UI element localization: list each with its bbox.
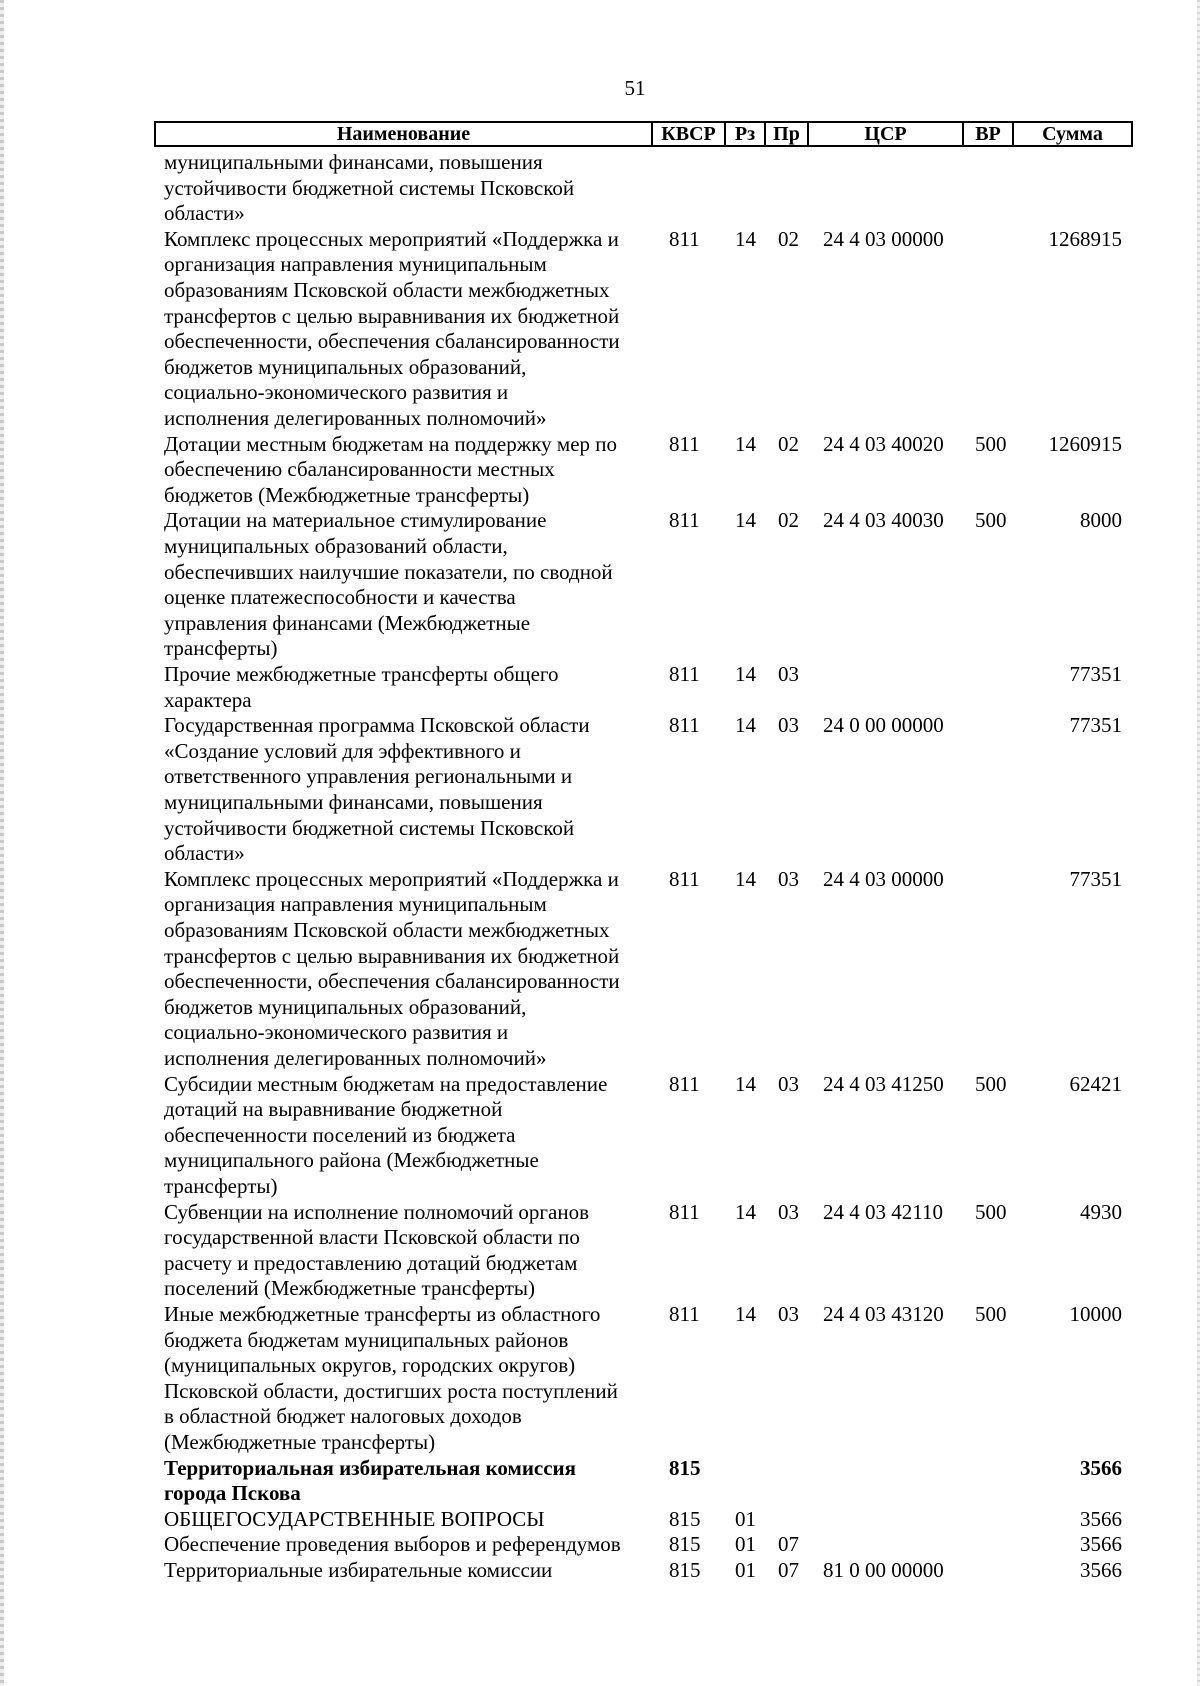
header-csr: ЦСР bbox=[807, 123, 962, 145]
row-vr: 500 bbox=[975, 1071, 1007, 1096]
row-rz: 14 bbox=[735, 1071, 756, 1096]
row-kvsr: 815 bbox=[669, 1558, 701, 1582]
row-kvsr: 815 bbox=[669, 1532, 701, 1557]
row-rz: 14 bbox=[735, 226, 756, 251]
header-sum: Сумма bbox=[1012, 123, 1131, 145]
row-name: Иные межбюджетные трансферты из областного бюджета бюджетам муниципальных районов (муниципальных округов, городских округов) Псковской области, достигших роста поступлений в областной бюджет налоговых доходов (Межбюджетные трансферты) bbox=[164, 1302, 618, 1454]
row-vr: 500 bbox=[975, 1199, 1007, 1224]
row-rz: 14 bbox=[735, 713, 756, 738]
row-name: Комплекс процессных мероприятий «Поддержка и организация направления муниципальным образованиям Псковской области межбюджетных трансфертов с целью выравнивания их бюджетной обеспеченности, обеспечения сбалансированности бюджетов муниципальных образований, социально-экономического развития и исполнения делегированных полномочий» bbox=[164, 866, 620, 1070]
row-name: муниципальными финансами, повышения устойчивости бюджетной системы Псковской области» bbox=[164, 150, 575, 226]
row-rz: 14 bbox=[735, 508, 756, 533]
row-name: Субсидии местным бюджетам на предоставление дотаций на выравнивание бюджетной обеспеченности поселений из бюджета муниципального района (Межбюджетные трансферты) bbox=[164, 1071, 608, 1198]
row-sum: 10000 bbox=[1069, 1302, 1122, 1326]
row-sum: 3566 bbox=[1080, 1455, 1122, 1480]
row-kvsr: 815 bbox=[669, 1506, 701, 1531]
row-sum: 1268915 bbox=[1048, 226, 1122, 251]
row-name: Прочие межбюджетные трансферты общего характера bbox=[164, 662, 559, 712]
row-pr: 03 bbox=[778, 866, 799, 891]
row-csr: 24 4 03 40030 bbox=[823, 508, 944, 533]
row-rz: 01 bbox=[735, 1506, 756, 1531]
row-csr: 24 0 00 00000 bbox=[823, 713, 944, 738]
header-pr: Пр bbox=[764, 123, 807, 145]
row-sum: 3566 bbox=[1080, 1532, 1122, 1557]
row-csr: 24 4 03 41250 bbox=[823, 1071, 944, 1096]
row-pr: 07 bbox=[778, 1532, 799, 1557]
row-csr: 24 4 03 00000 bbox=[823, 226, 944, 251]
row-sum: 3566 bbox=[1080, 1558, 1122, 1582]
row-kvsr: 811 bbox=[669, 662, 700, 686]
row-name: Субвенции на исполнение полномочий органов государственной власти Псковской области по расчету и предоставлению дотаций бюджетам поселений (Межбюджетные трансферты) bbox=[164, 1199, 590, 1301]
header-rz: Рз bbox=[724, 123, 764, 145]
row-rz: 14 bbox=[735, 662, 756, 686]
row-kvsr: 811 bbox=[669, 226, 700, 251]
row-pr: 03 bbox=[778, 1071, 799, 1096]
row-sum: 62421 bbox=[1069, 1071, 1122, 1096]
row-sum: 1260915 bbox=[1048, 431, 1122, 456]
row-vr: 500 bbox=[975, 1302, 1007, 1326]
row-rz: 14 bbox=[735, 1302, 756, 1326]
page-number: 51 bbox=[624, 76, 646, 100]
row-name: Дотации на материальное стимулирование муниципальных образований области, обеспечивших наилучшие показатели, по сводной оценке платежеспособности и качества управления финансами (Межбюджетные трансферты) bbox=[164, 508, 613, 661]
row-pr: 03 bbox=[778, 1199, 799, 1224]
row-sum: 3566 bbox=[1080, 1506, 1122, 1531]
row-sum: 77351 bbox=[1069, 662, 1122, 686]
header-vr: ВР bbox=[962, 123, 1012, 145]
row-name: Комплекс процессных мероприятий «Поддержка и организация направления муниципальным образованиям Псковской области межбюджетных трансфертов с целью выравнивания их бюджетной обеспеченности, обеспечения сбалансированности бюджетов муниципальных образований, социально-экономического развития и исполнения делегированных полномочий» bbox=[164, 226, 620, 430]
row-kvsr: 815 bbox=[669, 1455, 701, 1480]
row-pr: 07 bbox=[778, 1558, 799, 1582]
header-name: Наименование bbox=[336, 122, 471, 145]
row-name: Территориальная избирательная комиссия города Пскова bbox=[164, 1455, 577, 1506]
scan-edge-left bbox=[0, 0, 4, 1686]
row-sum: 77351 bbox=[1069, 866, 1122, 891]
row-csr: 81 0 00 00000 bbox=[823, 1558, 944, 1582]
row-vr: 500 bbox=[975, 431, 1007, 456]
row-csr: 24 4 03 42110 bbox=[823, 1199, 943, 1224]
row-kvsr: 811 bbox=[669, 866, 700, 891]
row-pr: 02 bbox=[778, 226, 799, 251]
row-kvsr: 811 bbox=[669, 508, 700, 533]
row-sum: 8000 bbox=[1080, 508, 1122, 533]
row-name: Дотации местным бюджетам на поддержку мер по обеспечению сбалансированности местных бюджетов (Межбюджетные трансферты) bbox=[164, 431, 618, 507]
row-name: Обеспечение проведения выборов и референдумов bbox=[164, 1532, 621, 1557]
table-header bbox=[154, 121, 1133, 147]
row-pr: 02 bbox=[778, 431, 799, 456]
row-rz: 01 bbox=[735, 1558, 756, 1582]
row-pr: 03 bbox=[778, 713, 799, 738]
row-rz: 01 bbox=[735, 1532, 756, 1557]
row-kvsr: 811 bbox=[669, 1199, 700, 1224]
row-kvsr: 811 bbox=[669, 431, 700, 456]
row-csr: 24 4 03 00000 bbox=[823, 866, 944, 891]
header-kvsr: КВСР bbox=[651, 123, 724, 145]
row-pr: 02 bbox=[778, 508, 799, 533]
row-name: Территориальные избирательные комиссии bbox=[164, 1558, 553, 1582]
row-rz: 14 bbox=[735, 1199, 756, 1224]
row-csr: 24 4 03 40020 bbox=[823, 431, 944, 456]
row-sum: 4930 bbox=[1080, 1199, 1122, 1224]
row-vr: 500 bbox=[975, 508, 1007, 533]
row-sum: 77351 bbox=[1069, 713, 1122, 738]
row-pr: 03 bbox=[778, 662, 799, 686]
row-rz: 14 bbox=[735, 866, 756, 891]
row-rz: 14 bbox=[735, 431, 756, 456]
row-name: ОБЩЕГОСУДАРСТВЕННЫЕ ВОПРОСЫ bbox=[164, 1506, 545, 1531]
row-kvsr: 811 bbox=[669, 1302, 700, 1326]
row-kvsr: 811 bbox=[669, 1071, 700, 1096]
row-kvsr: 811 bbox=[669, 713, 700, 738]
row-name: Государственная программа Псковской области «Создание условий для эффективного и ответственного управления региональными и муниципальными финансами, повышения устойчивости бюджетной системы Псковской области» bbox=[164, 713, 590, 866]
row-csr: 24 4 03 43120 bbox=[823, 1302, 944, 1326]
row-pr: 03 bbox=[778, 1302, 799, 1326]
